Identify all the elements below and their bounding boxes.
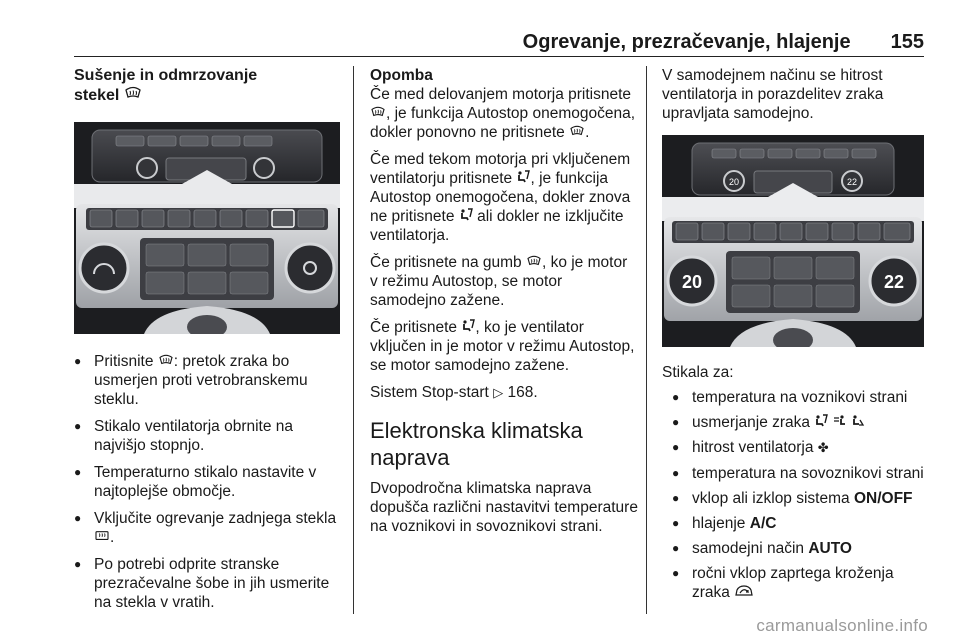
list-item: ● temperatura na sovoznikovi strani <box>672 465 924 482</box>
header-title: Ogrevanje, prezračevanje, hlajenje <box>522 31 851 53</box>
list-item: ● ročni vklop zaprtega kroženja zraka <box>672 565 894 601</box>
section-heading: Sušenje in odmrzovanje stekel <box>74 67 258 104</box>
column-3 <box>662 66 928 608</box>
list-item: ● usmerjanje zraka <box>672 413 928 432</box>
windscreen-defrost-icon <box>569 125 585 137</box>
climate-control-photo <box>74 122 340 334</box>
column-2 <box>370 66 638 544</box>
windscreen-defrost-icon <box>370 106 386 118</box>
list-item: ● temperatura na voznikovi strani <box>672 389 908 406</box>
driver-temp-readout-small: 20 <box>728 177 740 187</box>
page-reference-icon: ▷ <box>493 386 504 401</box>
windscreen-defrost-icon <box>526 255 542 267</box>
climate-panel-illustration <box>662 135 924 347</box>
watermark-footer: carmanualsonline.info <box>756 616 928 635</box>
air-recirculation-icon <box>734 584 754 597</box>
list-item: ● Vključite ogrevanje zadnjega stekla . <box>74 510 337 546</box>
list-item: ● Pritisnite : pretok zraka bo usmerjen proti vetrobranskemu steklu. <box>74 353 308 408</box>
electronic-climate-photo <box>662 135 924 347</box>
air-to-windscreen-icon <box>516 170 530 183</box>
list-item: ● hitrost ventilatorja ✤ <box>672 439 829 456</box>
column-divider <box>353 66 354 614</box>
passenger-temp-readout: 22 <box>883 272 905 292</box>
list-item: ● samodejni način AUTO <box>672 540 852 557</box>
intro-paragraph: V samodejnem načinu se hitrost ventilatorja in porazdelitev zraka upravljata samodejno. <box>662 67 884 122</box>
air-to-footwell-icon <box>851 414 865 427</box>
list-item: ● Po potrebi odprite stranske prezračevalne šobe in jih usmerite na stekla v vratih. <box>74 556 330 611</box>
header-rule <box>74 56 924 57</box>
list-title: Stikala za: <box>662 364 734 381</box>
note-paragraph: Če med tekom motorja pri vključenem ventilatorju pritisnete , je funkcija Autostop onemogočena, dokler znova ne pritisnete ali dokler ne izključite ventilatorja. <box>370 151 631 244</box>
air-to-windscreen-icon <box>459 208 473 221</box>
section-text: Dvopodročna klimatska naprava dopušča različni nastavitvi temperature na voznikovi in sovoznikovi strani. <box>370 480 638 535</box>
list-item: ● hlajenje A/C <box>672 515 777 532</box>
list-item: ● Temperaturno stikalo nastavite v najtoplejše območje. <box>74 464 317 500</box>
windscreen-defrost-icon <box>158 354 174 366</box>
cross-reference: Sistem Stop-start ▷ 168. <box>370 384 538 401</box>
column-divider <box>646 66 647 614</box>
air-to-windscreen-icon <box>814 414 828 427</box>
page-header <box>74 28 924 54</box>
note-paragraph: Če pritisnete na gumb , ko je motor v režimu Autostop, se motor samodejno zažene. <box>370 254 628 309</box>
note-paragraph: Če pritisnete , ko je ventilator vključen in je motor v režimu Autostop, se motor samodejno zažene. <box>370 319 635 374</box>
section-title: Elektronska klimatska naprava <box>370 418 583 470</box>
column-1 <box>74 66 342 620</box>
windscreen-defrost-icon <box>124 86 142 100</box>
page-number: 155 <box>890 31 924 53</box>
climate-panel-illustration <box>74 122 340 334</box>
rear-window-heating-icon <box>94 530 110 542</box>
air-to-head-icon <box>833 414 847 427</box>
note-paragraph: Če med delovanjem motorja pritisnete , je funkcija Autostop onemogočena, dokler ponovno ne pritisnete . <box>370 86 636 141</box>
air-to-windscreen-icon <box>461 319 475 332</box>
passenger-temp-readout-small: 22 <box>846 177 858 187</box>
list-item: ● Stikalo ventilatorja obrnite na najvišjo stopnjo. <box>74 418 294 454</box>
note-title: Opomba <box>370 67 433 84</box>
driver-temp-readout: 20 <box>681 272 703 292</box>
fan-icon: ✤ <box>817 441 829 456</box>
list-item: ● vklop ali izklop sistema ON/OFF <box>672 490 913 507</box>
